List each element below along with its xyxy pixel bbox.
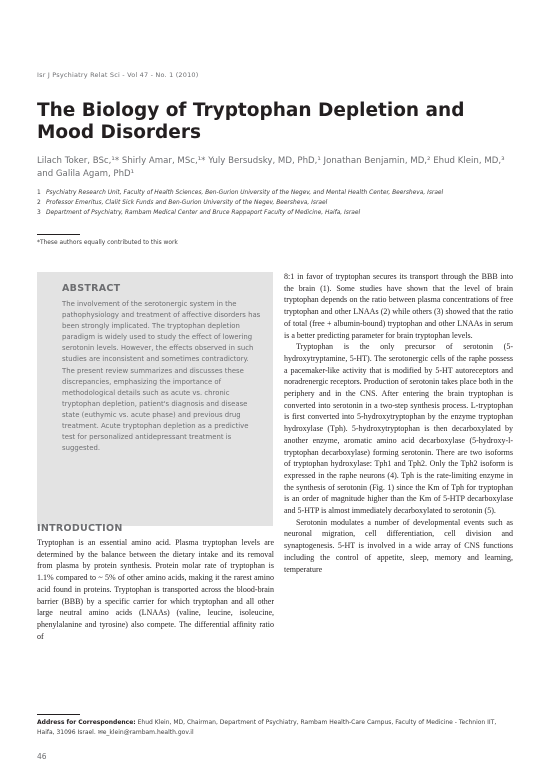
correspondence-divider	[37, 714, 80, 715]
affiliation-1: 1 Psychiatry Research Unit, Faculty of Health Sciences, Ben-Gurion University of the Negev, and Mental Health Center, Beersheva, Israel	[37, 190, 444, 196]
abstract-heading: ABSTRACT	[62, 283, 121, 294]
correspondence	[37, 718, 515, 737]
equal-contribution-note: *These authors equally contributed to this work	[37, 240, 178, 246]
correspondence-text: Ehud Klein, MD, Chairman, Department of Psychiatry, Rambam Health-Care Campus, Faculty of Medicine - Technion IIT, Haifa, 31096 Israel.	[37, 719, 497, 736]
affiliations	[37, 188, 517, 218]
intro-paragraph-continued: 8:1 in favor of tryptophan secures its transport through the BBB into the brain (1). Some studies have shown that the level of brain tryptophan depends on the ratio between plasma concentrations of free tryptophan and other LNAAs (2) while others (3) showed that the ratio of total (free + albumin-bound) tryptophan and other LNAAs in serum is a better predicting parameter for brain tryptophan levels.	[284, 272, 513, 340]
correspondence-label: Address for Correspondence:	[37, 719, 136, 726]
abstract-text: The involvement of the serotonergic system in the pathophysiology and treatment of affective disorders has been strongly implicated. The tryptophan depletion paradigm is widely used to study the effect of lowering serotonin levels. However, the effects observed in such studies are inconsistent and sometimes contradictory. The present review summarizes and discusses these discrepancies, emphasizing the importance of methodological details such as acute vs. chronic tryptophan depletion, patient's diagnosis and disease state (euthymic vs. acute phase) and previous drug treatment. Acute tryptophan depletion as a predictive test for personalized antidepressant treatment is suggested.	[62, 300, 261, 453]
affiliation-2: 2 Professor Emeritus, Clalit Sick Funds and Ben-Gurion University of the Negev, Beersheva, Israel	[37, 200, 328, 206]
article-title: The Biology of Tryptophan Depletion and Mood Disorders	[37, 100, 465, 143]
correspondence-email[interactable]: e_klein@rambam.health.gov.il	[102, 728, 194, 736]
journal-header: Isr J Psychiatry Relat Sci - Vol 47 - No. 1 (2010)	[37, 71, 199, 79]
footnote-divider	[37, 234, 80, 235]
intro-paragraph-functions: Serotonin modulates a number of developmental events such as neuronal migration, cell differentiation, cell division and synaptogenesis. 5-HT is involved in a wide array of CNS functions including the control of appetite, sleep, memory and learning, temperature	[284, 517, 513, 574]
author-list: Lilach Toker, BSc,¹* Shirly Amar, MSc,¹* Yuly Bersudsky, MD, PhD,¹ Jonathan Benjamin, MD,² Ehud Klein, MD,³ and Galila Agam, PhD¹	[37, 156, 505, 179]
email-icon: ✉	[97, 728, 103, 736]
introduction-heading: INTRODUCTION	[37, 523, 123, 534]
page-number: 46	[37, 752, 47, 761]
intro-column-1: Tryptophan is an essential amino acid. Plasma tryptophan levels are determined by the balance between the dietary intake and its removal from plasma by protein synthesis. Protein molar rate of tryptophan is 1.1% compared to ~ 5% of other amino acids, making it the rarest amino acid found in proteins. Tryptophan is transported across the blood-brain barrier (BBB) by a specific carrier for which tryptophan and all other large neutral amino acids (LNAAs) (valine, leucine, isoleucine, phenylalanine and tyrosine) also compete. The differential affinity ratio of	[37, 538, 274, 641]
intro-column-2	[284, 271, 513, 575]
intro-paragraph-serotonin: Tryptophan is the only precursor of serotonin (5-hydroxytryptamine, 5-HT). The serotonergic cells of the raphe possess a pacemaker-like activity that is modified by 5-HT autoreceptors and noradrenergic receptors. Production of serotonin takes place both in the periphery and in the CNS. After entering the brain tryptophan is converted into serotonin in a two-step synthesis process. L-tryptophan is first converted into 5-hydroxytryptophan by the enzyme tryptophan hydroxylase (Tph). 5-hydroxytryptophan is then decarboxylated by another enzyme, aromatic amino acid decarboxylase (5-hydroxy-l-tryptophan decarboxylase) forming serotonin. There are two isoforms of tryptophan hydroxylase: Tph1 and Tph2. Only the Tph2 isoform is expressed in the raphe neurons (4). Tph is the rate-limiting enzyme in the synthesis of serotonin (Fig. 1) since the Km of Tph for tryptophan is an order of magnitude higher than the Km of 5-HTP decarboxylase and 5-HTP is almost immediately decarboxylated to serotonin (5).	[284, 342, 513, 516]
affiliation-3: 3 Department of Psychiatry, Rambam Medical Center and Bruce Rappaport Faculty of Medicine, Haifa, Israel	[37, 210, 361, 216]
